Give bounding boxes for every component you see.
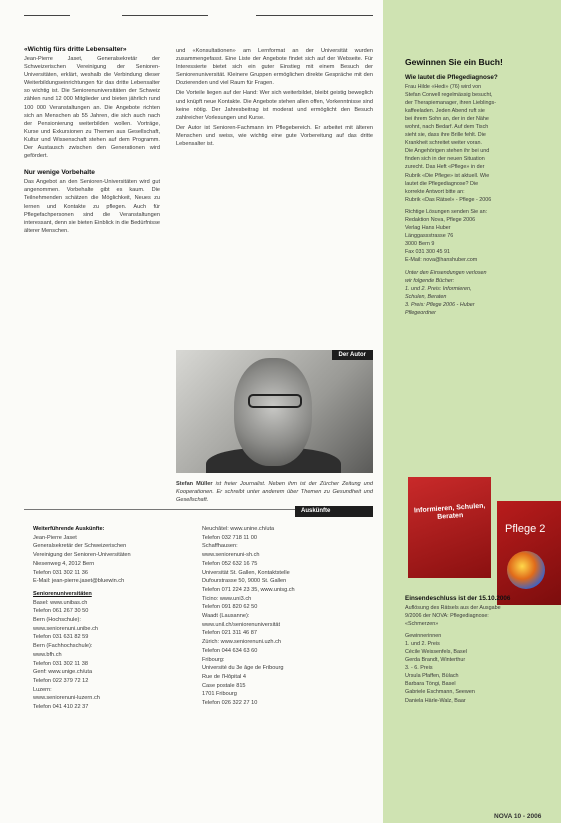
top-rule-middle xyxy=(122,15,208,16)
quiz-text-line: Krankheit schreitet weiter voran. xyxy=(405,140,483,147)
university-line: Universität St. Gallen, Kontaktstelle xyxy=(202,569,290,576)
article-column-1 xyxy=(24,45,160,465)
book-title: Pflege 2 xyxy=(505,523,546,535)
quiz-text-line: wohnt, nach Bedarf. Auf dem Tisch xyxy=(405,123,489,130)
author-photo xyxy=(176,350,373,473)
university-line: Dufourstrasse 50, 9000 St. Gallen xyxy=(202,578,287,585)
university-line: Telefon 022 379 72 12 xyxy=(33,677,89,684)
quiz-text-line: Rubrik «Das Rätsel» - Pflege - 2006 xyxy=(405,196,492,203)
submit-address xyxy=(405,216,555,265)
quiz-text-line: kaffeeladen. Jeden Abend ruft sie xyxy=(405,107,485,114)
contact-line: Generalsekretär der Schweizerischen xyxy=(33,543,127,550)
info-box-label: Auskünfte xyxy=(295,506,373,517)
university-line: www.bfh.ch xyxy=(33,651,62,658)
address-line: Verlag Hans Huber xyxy=(405,225,451,232)
university-line: Waadt (Lausanne): xyxy=(202,613,250,620)
quiz-text-line: lautet die Pflegediagnose? Die xyxy=(405,180,479,187)
university-list-left xyxy=(33,599,179,712)
university-line: www.unil.ch/seniorenuniversität xyxy=(202,621,281,628)
university-line: Bern (Fachhochschule): xyxy=(33,643,93,650)
book-cover-pflege xyxy=(497,501,561,605)
page-footer: NOVA 10 - 2006 xyxy=(494,813,542,820)
article-paragraph: Jean-Pierre Jaset, Generalsekretär der Schweizerischen Vereinigung der Senioren-Universitäten, erklärt, weshalb die Verbindung dieser Weiterbildungseinrichtungen für das dritte Lebensalter so wichtig ist. Die Seniorenuniversitäten der Schweiz zählen rund 12 000 Mitglieder und bieten jährlich rund 100 000 Veranstaltungen an. Die Angebote richten sich an Menschen ab 55 Jahren, die sich auch nach der Pensionierung weiterbilden wollen. Vorträge, Kurse und Exkursionen zu Themen aus Gesellschaft, Kultur und Wissenschaft stehen auf dem Programm. Der Austausch zwischen den Generationen wird gefördert. xyxy=(24,56,160,160)
quiz-text-line: sieht sie, dass ihre Brille fehlt. Die xyxy=(405,132,486,139)
author-label: Der Autor xyxy=(332,350,373,360)
university-line: Genf: www.unige.ch/uta xyxy=(33,669,93,676)
prize-intro: Unter den Einsendungen verlosen xyxy=(405,269,487,276)
university-line: www.seniorenuni-luzern.ch xyxy=(33,695,100,702)
contact-line: Jean-Pierre Jaset xyxy=(33,534,77,541)
info-heading: Weiterführende Auskünfte: xyxy=(33,526,105,532)
winners-heading: Gewinnerinnen xyxy=(405,632,442,639)
quiz-text-line: Rubrik «Die Pflege» ist aktuell. Wie xyxy=(405,172,490,179)
university-line: Telefon 052 632 16 75 xyxy=(202,560,258,567)
university-line: Zürich: www.seniorenuni.uzh.ch xyxy=(202,639,281,646)
university-line: Telefon 031 631 82 59 xyxy=(33,634,89,641)
quiz-text-line: zurecht. Das Heft «Pflege» in der xyxy=(405,164,485,171)
resolution-line: 9/2006 der NOVA: Pflegediagnose: xyxy=(405,612,489,619)
university-line: Telefon 026 322 27 10 xyxy=(202,700,258,707)
author-name: Stefan Müller xyxy=(176,481,213,487)
info-subheading: Seniorenuniversitäten xyxy=(33,590,92,597)
quiz-question: Wie lautet die Pflegediagnose? xyxy=(405,74,498,81)
address-line: Redaktion Nova, Pflege 2006 xyxy=(405,217,476,223)
resolution-line: Auflösung des Rätsels aus der Ausgabe xyxy=(405,604,501,611)
quiz-results xyxy=(405,595,557,815)
article-paragraph: und «Konsultationen» am Lernformat an der Universität wurden zusammengefasst. Eine Liste der Angebote findet sich auf der Webseite. Für Interessierte bietet sich ein guter Einstieg mit einem Besuch der Seniorenuniversität. Kleinere Gruppen ermöglichen direkte Gespräche mit den Dozierenden und viel Raum für Fragen. xyxy=(176,48,373,87)
university-line: Telefon 041 410 22 37 xyxy=(33,704,89,711)
book-title: Informieren, Schulen, Beraten xyxy=(413,502,486,521)
contact-line: Telefon 031 302 11 36 xyxy=(33,569,88,576)
info-box-right xyxy=(202,525,373,823)
university-line: Rue de l'Hôpital 4 xyxy=(202,673,246,680)
university-line: Telefon 091 820 62 50 xyxy=(202,604,258,611)
contact-list xyxy=(33,534,179,586)
university-list-right xyxy=(202,525,373,708)
address-line: 3000 Bern 9 xyxy=(405,241,435,248)
prize-line: wir folgende Bücher: xyxy=(405,277,455,284)
book-cover-art xyxy=(507,551,545,589)
university-line: Bern (Hochschule): xyxy=(33,617,81,624)
university-line: Université du 3e âge de Fribourg xyxy=(202,665,284,672)
winner-line: Gerda Brandt, Winterthur xyxy=(405,657,466,664)
university-line: Fribourg: xyxy=(202,656,225,663)
winner-line: Cécile Weissenfels, Basel xyxy=(405,648,467,655)
address-line: Länggassstrasse 76 xyxy=(405,233,454,240)
top-rule-left xyxy=(24,15,70,16)
address-line: E-Mail: nova@hanshuber.com xyxy=(405,257,478,264)
author-photo-head xyxy=(234,358,312,466)
university-line: Telefon 032 718 11 00 xyxy=(202,534,257,541)
winner-line: Barbara Töngi, Basel xyxy=(405,681,456,688)
quiz-paragraph xyxy=(405,83,555,204)
article-paragraph: Das Angebot an den Senioren-Universitäten wird gut angenommen. Vorbehalte gibt es kaum. Die Teilnehmenden schätzen die Möglichkeit, Neues zu lernen und Kontakte zu pflegen. Auch für Pflegefachpersonen sind die Veranstaltungen interessant, denn sie bieten Einblick in die Bedürfnisse älterer Menschen. xyxy=(24,179,160,234)
winner-line: Gabriele Eschmann, Seewen xyxy=(405,689,475,696)
university-line: Schaffhausen: xyxy=(202,543,238,550)
deadline: Einsendeschluss ist der 15.10.2006 xyxy=(405,595,511,602)
contact-line: E-Mail: jean-pierre.jaset@bluewin.ch xyxy=(33,578,125,585)
university-line: Luzern: xyxy=(33,686,52,693)
quiz-sidebar-content xyxy=(405,57,555,447)
university-line: Basel: www.unibas.ch xyxy=(33,599,88,606)
prize-line: 3. Preis: Pflege 2006 - Huber xyxy=(405,301,475,308)
quiz-text-line: korrekte Antwort bitte an: xyxy=(405,188,465,195)
quiz-text-line: bei ihrem Sohn an, der in der Nähe xyxy=(405,115,489,122)
prize-line: 1. und 2. Preis: Informieren, xyxy=(405,285,472,292)
article-column-2 xyxy=(176,47,373,344)
contact-line: Niesenweg 4, 2012 Bern xyxy=(33,560,95,567)
university-line: Ticino: www.uni3.ch xyxy=(202,595,252,602)
winner-line: Ursula Pfaffen, Bülach xyxy=(405,673,459,680)
resolution-line: «Schmerzen» xyxy=(405,620,439,627)
university-line: Telefon 031 302 11 38 xyxy=(33,660,88,667)
winners-list xyxy=(405,640,557,705)
quiz-text-line: finden sich in der neuen Situation xyxy=(405,156,485,163)
quiz-heading: Gewinnen Sie ein Buch! xyxy=(405,57,503,67)
quiz-text-line: Die Angehörigen stehen ihr bei und xyxy=(405,148,490,155)
author-photo-glasses xyxy=(248,394,302,408)
university-line: Telefon 071 224 23 35, www.unisg.ch xyxy=(202,586,295,593)
article-paragraph: Die Vorteile liegen auf der Hand: Wer sich weiterbildet, bleibt geistig beweglich und knüpft neue Kontakte. Die Angebote stehen allen offen, Vorkenntnisse sind keine nötig. Der Jahresbeitrag ist moderat und ermöglicht den Besuch zahlreicher Vorlesungen und Kurse. xyxy=(176,90,373,121)
university-line: Telefon 021 311 46 87 xyxy=(202,630,257,637)
prize-line: Schulen, Beraten xyxy=(405,293,447,300)
contact-line: Vereinigung der Senioren-Universitäten xyxy=(33,552,131,559)
book-cover-informieren xyxy=(408,477,491,578)
winner-line: 3. - 6. Preis xyxy=(405,665,433,672)
winner-line: Daniela Härle-Walz, Baar xyxy=(405,697,466,704)
top-rule-right xyxy=(256,15,373,16)
winner-line: 1. und 2. Preis xyxy=(405,640,440,647)
university-line: Neuchâtel: www.unine.ch/uta xyxy=(202,526,275,532)
address-line: Fax 031 300 45 91 xyxy=(405,249,450,256)
university-line: Telefon 061 267 30 50 xyxy=(33,608,89,615)
resolution xyxy=(405,604,557,628)
university-line: Case postale 815 xyxy=(202,682,246,689)
university-line: Telefon 044 634 63 60 xyxy=(202,647,258,654)
quiz-text-line: der Therapiemanager, ihren Lieblings- xyxy=(405,99,496,106)
info-box-left xyxy=(33,525,179,823)
prize-line: Pflegeordner xyxy=(405,310,436,317)
section-heading-vorbehalte: Nur wenige Vorbehalte xyxy=(24,169,95,177)
university-line: www.seniorenuni.unibe.ch xyxy=(33,625,98,632)
prize-list xyxy=(405,277,555,317)
quiz-text-line: Stefan Corwell regelmässig besucht, xyxy=(405,91,493,98)
university-line: www.seniorenuni-sh.ch xyxy=(202,552,260,559)
author-bio: ist freier Journalist. Neben ihm ist der Zürcher Zeitung und Kooperationen. Er schreibt unter anderem über Themen zu Gesundheit und Gesellschaft. xyxy=(176,481,373,504)
article-paragraph: Der Autor ist Senioren-Fachmann im Pflegebereich. Er arbeitet mit älteren Menschen und weiss, wie wichtig eine gute Vorbereitung auf das dritte Lebensalter ist. xyxy=(176,124,373,148)
university-line: 1701 Fribourg xyxy=(202,691,237,698)
quiz-text-line: Frau Hilde «Hedi» (76) wird von xyxy=(405,83,482,90)
section-heading-dritte-lebensalter: «Wichtig fürs dritte Lebensalter» xyxy=(24,46,127,53)
submit-intro: Richtige Lösungen senden Sie an: xyxy=(405,208,488,215)
